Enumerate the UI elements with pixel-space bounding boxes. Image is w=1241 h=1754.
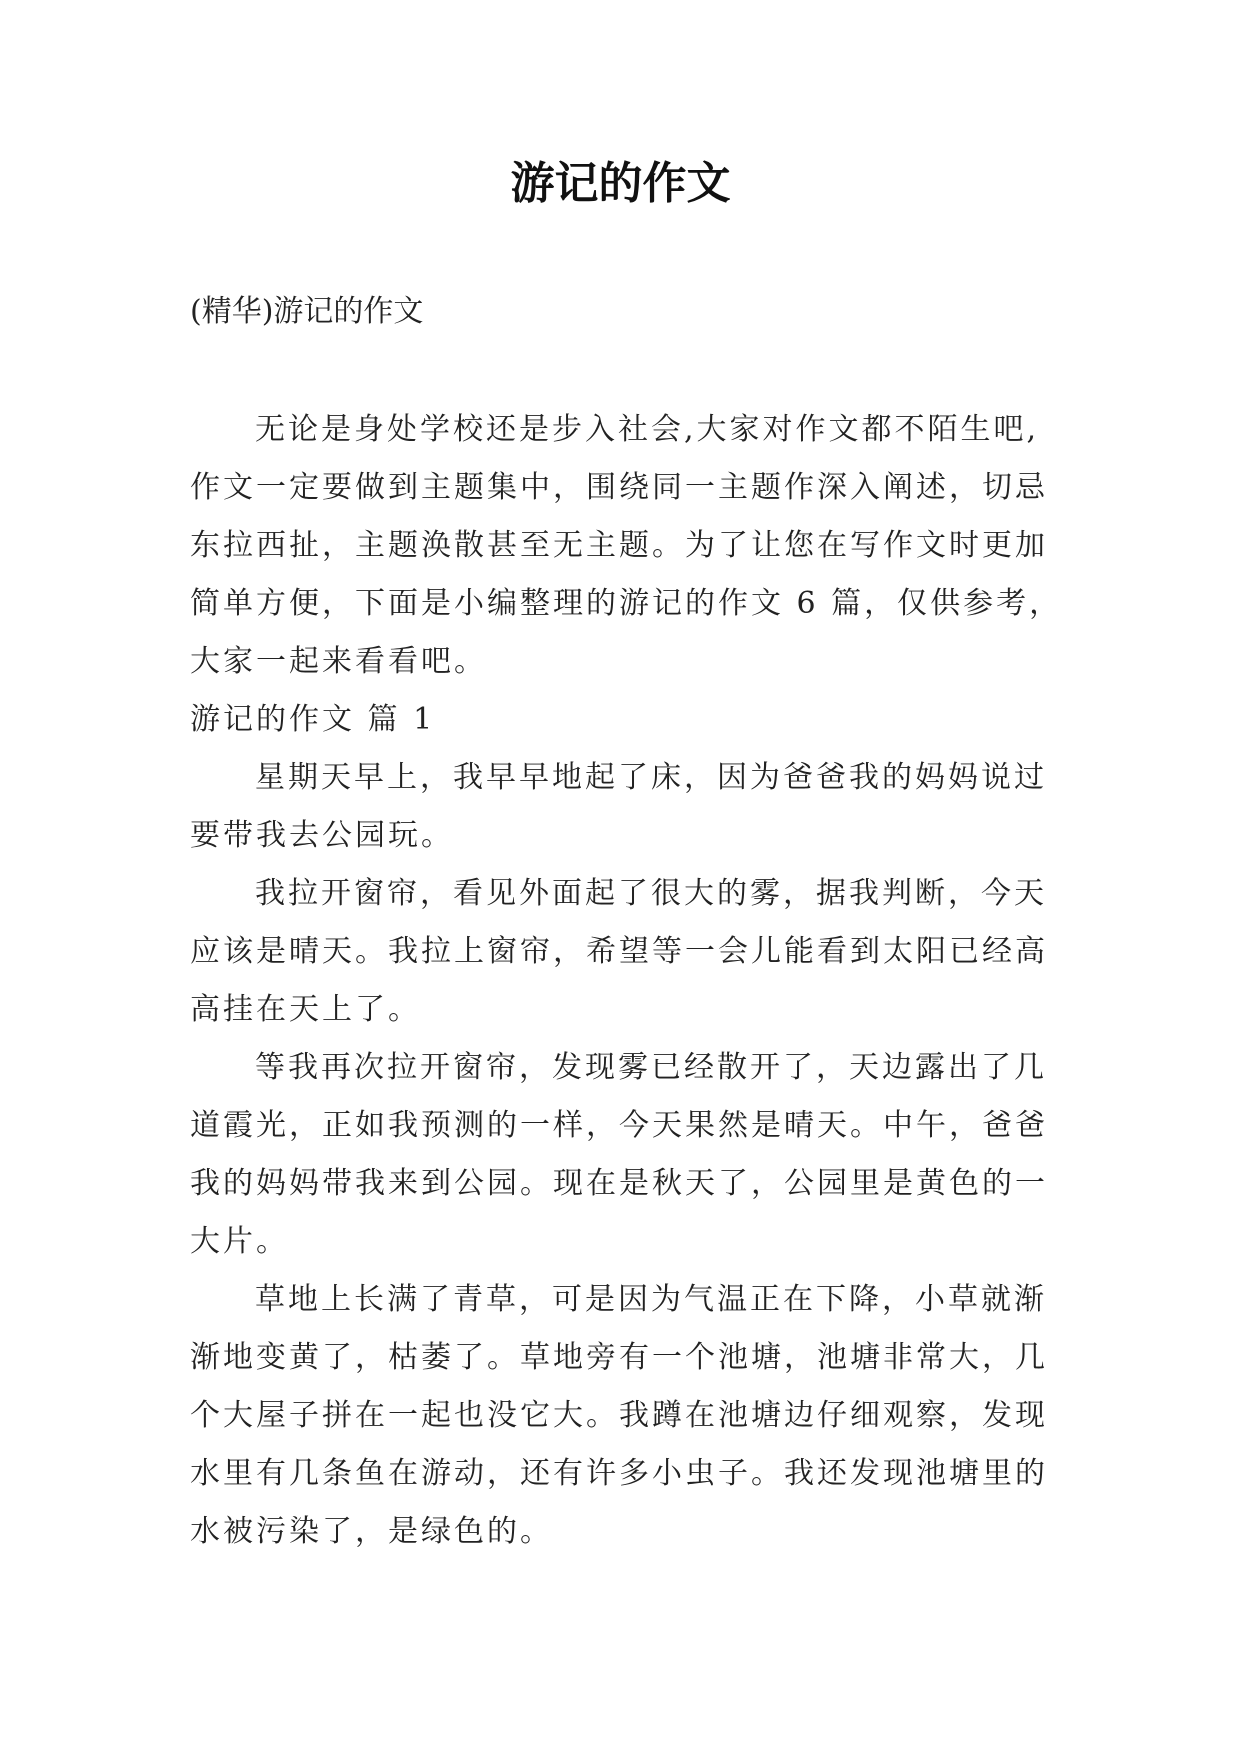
document-title: 游记的作文 [510, 158, 731, 209]
text-line: 水被污染了，是绿色的。 [190, 1514, 553, 1549]
text-line: 道霞光，正如我预测的一样，今天果然是晴天。中午，爸爸 [190, 1108, 1048, 1143]
text-line: 要带我去公园玩。 [190, 818, 454, 853]
text-line: 渐地变黄了，枯萎了。草地旁有一个池塘，池塘非常大，几 [190, 1340, 1048, 1375]
text-line: 等我再次拉开窗帘，发现雾已经散开了，天边露出了几 [255, 1050, 1047, 1085]
text-line: 草地上长满了青草，可是因为气温正在下降，小草就渐 [255, 1282, 1047, 1317]
text-line: 作文一定要做到主题集中，围绕同一主题作深入阐述，切忌 [190, 470, 1048, 505]
section-heading: 游记的作文 篇 1 [190, 702, 436, 737]
text-line: 无论是身处学校还是步入社会,大家对作文都不陌生吧, [255, 412, 1040, 447]
text-line: 水里有几条鱼在游动，还有许多小虫子。我还发现池塘里的 [190, 1456, 1048, 1491]
text-line: 高挂在天上了。 [190, 992, 421, 1027]
text-line: 东拉西扯，主题涣散甚至无主题。为了让您在写作文时更加 [190, 528, 1048, 563]
text-line: 应该是晴天。我拉上窗帘，希望等一会儿能看到太阳已经高 [190, 934, 1048, 969]
document-subtitle: (精华)游记的作文 [190, 294, 424, 329]
text-line: 大家一起来看看吧。 [190, 644, 487, 679]
text-line: 我拉开窗帘，看见外面起了很大的雾，据我判断，今天 [255, 876, 1047, 911]
text-line: 简单方便，下面是小编整理的游记的作文 6 篇，仅供参考， [190, 586, 1063, 621]
text-line: 我的妈妈带我来到公园。现在是秋天了，公园里是黄色的一 [190, 1166, 1048, 1201]
text-line: 星期天早上，我早早地起了床，因为爸爸我的妈妈说过 [255, 760, 1047, 795]
text-line: 个大屋子拼在一起也没它大。我蹲在池塘边仔细观察，发现 [190, 1398, 1048, 1433]
text-line: 大片。 [190, 1224, 289, 1259]
